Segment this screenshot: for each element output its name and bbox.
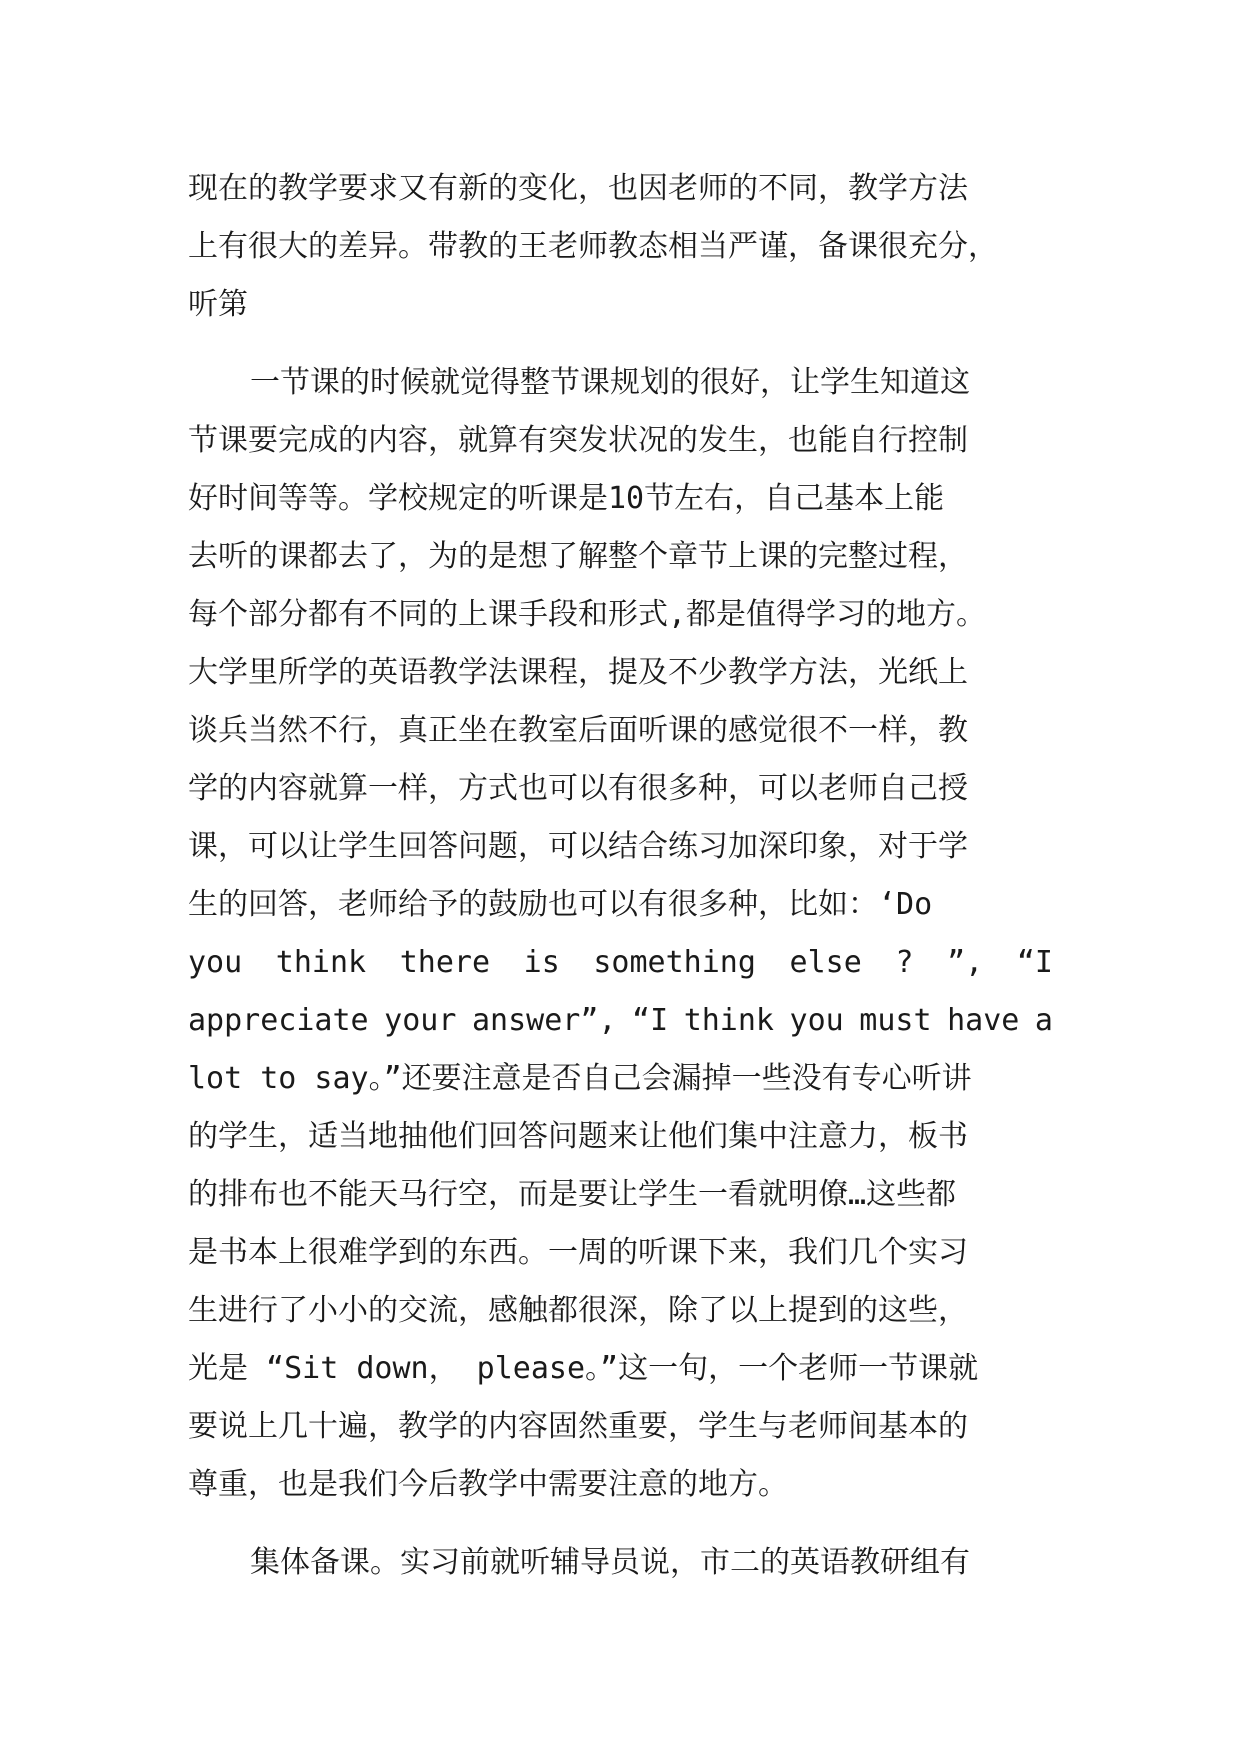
word: there: [399, 945, 491, 980]
text-line: lot to say。”还要注意是否自己会漏掉一些没有专心听讲: [188, 1061, 972, 1096]
word: have: [947, 1003, 1020, 1038]
text-line: 课，可以让学生回答问题，可以结合练习加深印象，对于学: [188, 829, 968, 864]
word: your: [384, 1003, 457, 1038]
word: think: [275, 945, 367, 980]
word: “I: [1016, 945, 1053, 980]
word: must: [859, 1003, 932, 1038]
text-line: 生进行了小小的交流，感触都很深，除了以上提到的这些，: [188, 1293, 968, 1328]
text-line: 现在的教学要求又有新的变化，也因老师的不同，教学方法: [188, 171, 968, 206]
text-line: 节课要完成的内容，就算有突发状况的发生，也能自行控制: [188, 423, 968, 458]
text-line: 好时间等等。学校规定的听课是10节左右，自己基本上能: [188, 481, 945, 516]
text-line: 集体备课。实习前就听辅导员说，市二的英语教研组有: [250, 1545, 970, 1580]
word: something: [593, 945, 756, 980]
word: ?: [895, 945, 914, 980]
paragraph-gap: [188, 1514, 1053, 1534]
word: “I: [632, 1003, 669, 1038]
word: ”,: [947, 945, 984, 980]
text-line: 要说上几十遍，教学的内容固然重要，学生与老师间基本的: [188, 1409, 968, 1444]
word: else: [789, 945, 862, 980]
text-line: 光是 “Sit down， please。”这一句，一个老师一节课就: [188, 1351, 979, 1386]
text-line: 生的回答，老师给予的鼓励也可以有很多种，比如：‘Do: [188, 887, 933, 922]
text-line: 是书本上很难学到的东西。一周的听课下来，我们几个实习: [188, 1235, 968, 1270]
text-line: 上有很大的差异。带教的王老师教态相当严谨，备课很充分，: [188, 229, 998, 264]
text-line: 尊重，也是我们今后教学中需要注意的地方。: [188, 1467, 788, 1502]
text-line: 一节课的时候就觉得整节课规划的很好，让学生知道这: [250, 365, 970, 400]
text-line: 每个部分都有不同的上课手段和形式,都是值得学习的地方。: [188, 597, 987, 632]
word: is: [523, 945, 560, 980]
text-line-english-2: [188, 992, 1053, 1050]
paragraph-1: [188, 160, 1053, 334]
word: a: [1034, 1003, 1053, 1038]
word: you: [789, 1003, 844, 1038]
text-line: 的学生，适当地抽他们回答问题来让他们集中注意力，板书: [188, 1119, 968, 1154]
text-line: 学的内容就算一样，方式也可以有很多种，可以老师自己授: [188, 771, 968, 806]
word: answer”,: [471, 1003, 617, 1038]
text-line: 大学里所学的英语教学法课程，提及不少教学方法，光纸上: [188, 655, 968, 690]
paragraph-gap: [188, 334, 1053, 354]
document-page: [188, 160, 1053, 1592]
text-line: 听第: [188, 287, 248, 322]
text-line: 谈兵当然不行，真正坐在教室后面听课的感觉很不一样，教: [188, 713, 968, 748]
word: think: [683, 1003, 774, 1038]
paragraph-2: [188, 354, 1053, 1514]
word: you: [188, 945, 243, 980]
text-line: 的排布也不能天马行空，而是要让学生一看就明僚…这些都: [188, 1177, 957, 1212]
paragraph-3: [188, 1534, 1053, 1592]
text-line: 去听的课都去了，为的是想了解整个章节上课的完整过程，: [188, 539, 968, 574]
word: appreciate: [188, 1003, 369, 1038]
text-line-english-1: [188, 934, 1053, 992]
